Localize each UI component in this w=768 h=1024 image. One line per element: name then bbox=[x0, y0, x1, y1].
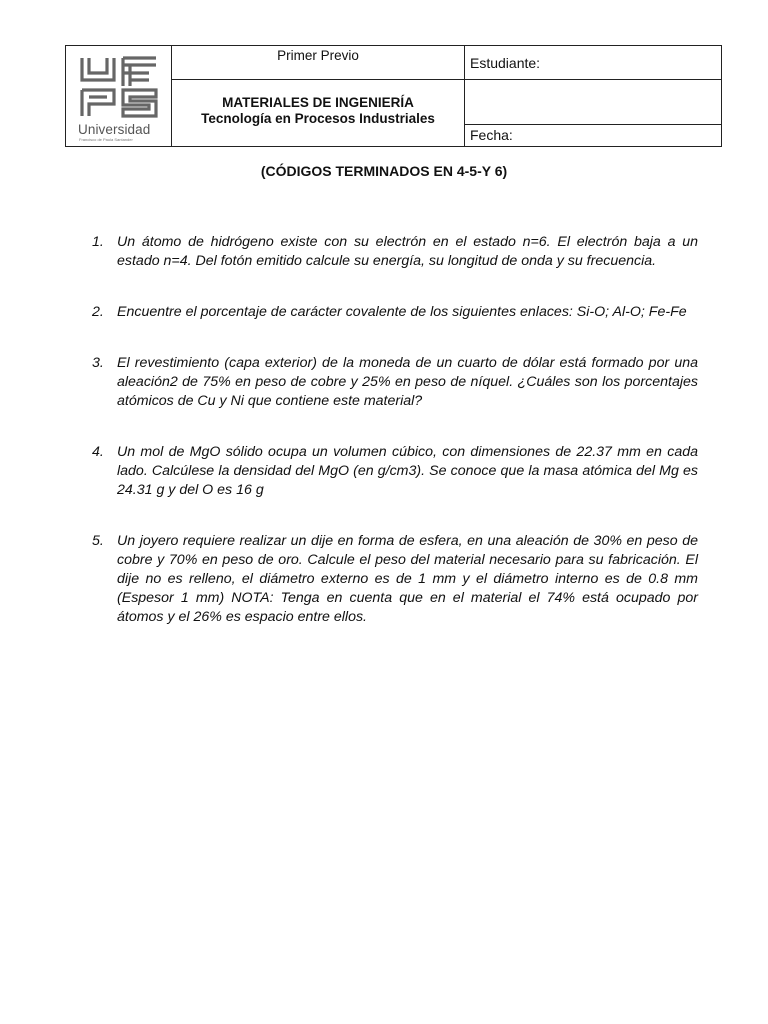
ufps-logo bbox=[66, 46, 171, 146]
codes-heading: (CÓDIGOS TERMINADOS EN 4-5-Y 6) bbox=[260, 163, 508, 179]
question-number: 3. bbox=[92, 355, 104, 371]
question-1 bbox=[92, 233, 698, 271]
question-number: 5. bbox=[92, 533, 104, 549]
student-name-field[interactable] bbox=[465, 80, 722, 125]
exam-cell bbox=[172, 46, 465, 80]
question-number: 1. bbox=[92, 234, 104, 250]
university-name: Universidad bbox=[78, 122, 151, 137]
exam-title: Primer Previo bbox=[277, 48, 359, 63]
logo-cell bbox=[66, 46, 172, 147]
student-cell bbox=[465, 46, 722, 80]
university-subtitle: Francisco de Paula Santander bbox=[79, 137, 133, 142]
question-4 bbox=[92, 443, 698, 500]
question-2 bbox=[92, 303, 698, 322]
student-label: Estudiante: bbox=[470, 55, 541, 71]
question-list bbox=[92, 233, 698, 627]
question-5 bbox=[92, 532, 698, 627]
question-text: Un átomo de hidrógeno existe con su electrón en el estado n=6. El electrón baja a un estado n=4. Del fotón emitido calcule su energía, su longitud de onda y su frecuencia. bbox=[117, 234, 698, 269]
question-text: Encuentre el porcentaje de carácter covalente de los siguientes enlaces: Si-O; Al-O; Fe-Fe bbox=[117, 304, 687, 320]
program-title: Tecnología en Procesos Industriales bbox=[201, 111, 435, 126]
header-table bbox=[65, 45, 722, 147]
date-cell[interactable] bbox=[465, 125, 722, 147]
question-number: 2. bbox=[92, 304, 104, 320]
course-cell bbox=[172, 80, 465, 147]
date-label: Fecha: bbox=[470, 127, 513, 143]
course-title: MATERIALES DE INGENIERÍA bbox=[222, 95, 414, 110]
question-number: 4. bbox=[92, 444, 104, 460]
question-3 bbox=[92, 354, 698, 411]
question-text: Un mol de MgO sólido ocupa un volumen cúbico, con dimensiones de 22.37 mm en cada lado. Calcúlese la densidad del MgO (en g/cm3). Se conoce que la masa atómica del Mg es 24.31 g y del O es 16 g bbox=[117, 444, 698, 498]
question-text: Un joyero requiere realizar un dije en forma de esfera, en una aleación de 30% en peso de cobre y 70% en peso de oro. Calcule el peso del material necesario para su fabricación. El dije no es relleno, el diámetro externo es de 1 mm y el diámetro interno es de 0.8 mm (Espesor 1 mm) NOTA: Tenga en cuenta que en el material el 74% está ocupado por átomos y el 26% es espacio entre ellos. bbox=[117, 533, 698, 625]
ufps-logo-mark-icon bbox=[79, 56, 159, 118]
question-text: El revestimiento (capa exterior) de la moneda de un cuarto de dólar está formado por una aleación2 de 75% en peso de cobre y 25% en peso de níquel. ¿Cuáles son los porcentajes atómicos de Cu y Ni que contiene este material? bbox=[117, 355, 698, 409]
